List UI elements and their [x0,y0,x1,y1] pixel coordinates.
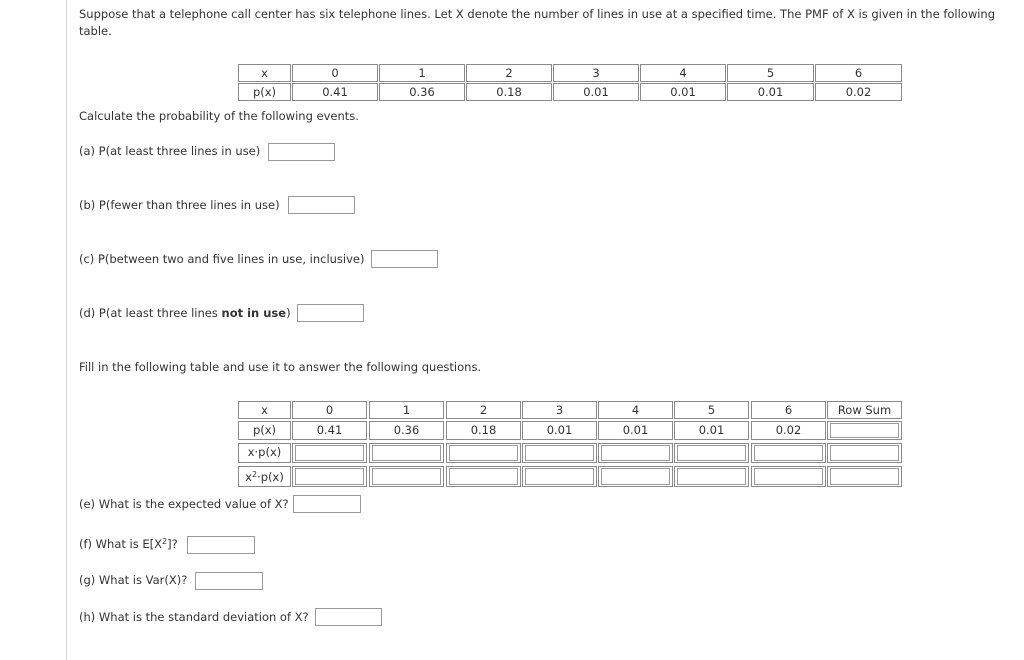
pmf-x-header: x [238,64,291,82]
answer-d-input[interactable] [297,304,364,322]
work-x-cell: 1 [369,401,444,419]
p-sum-input[interactable] [830,423,899,438]
pmf-x-cell: 0 [292,64,378,82]
pmf-x-cell: 6 [815,64,902,82]
work-p-cell: 0.02 [751,421,826,440]
x2p-input[interactable] [295,468,364,485]
question-g-label: (g) What is Var(X)? [79,573,188,587]
x2p-input[interactable] [525,468,594,485]
xp-input[interactable] [295,445,364,461]
work-x-cell: 0 [292,401,367,419]
work-x-header: x [238,401,291,419]
work-x-cell: 6 [751,401,826,419]
xp-sum-input[interactable] [830,445,899,461]
pmf-x-cell: 1 [379,64,465,82]
pmf-p-cell: 0.18 [466,83,552,101]
pmf-p-cell: 0.01 [727,83,814,101]
xp-input[interactable] [677,445,746,461]
question-f-label: (f) What is $E[X^2]$? [79,537,178,551]
work-p-cell: 0.01 [674,421,749,440]
answer-f-input[interactable] [187,536,255,554]
x2p-sum-input[interactable] [830,468,899,485]
xp-input[interactable] [525,445,594,461]
x2p-input[interactable] [372,468,441,485]
pmf-p-cell: 0.36 [379,83,465,101]
answer-e-input[interactable] [293,495,361,513]
pmf-x-cell: 4 [640,64,726,82]
x2p-input[interactable] [601,468,670,485]
work-x-cell: 5 [674,401,749,419]
work-p-header: p(x) [238,421,291,440]
pmf-x-cell: 5 [727,64,814,82]
work-x-cell: 2 [446,401,521,419]
fill-prompt: Fill in the following table and use it to answer the following questions. [79,360,482,374]
answer-a-input[interactable] [268,143,335,161]
pmf-p-header: p(x) [238,83,291,101]
xp-input[interactable] [601,445,670,461]
question-a-label: (a) P(at least three lines in use) [79,144,261,158]
pmf-p-cell: 0.02 [815,83,902,101]
work-p-cell: 0.01 [522,421,597,440]
answer-b-input[interactable] [288,196,355,214]
xp-input[interactable] [449,445,518,461]
work-x-cell: 4 [598,401,673,419]
question-e-label: (e) What is the expected value of X? [79,497,289,511]
work-p-cell: 0.18 [446,421,521,440]
problem-intro: Suppose that a telephone call center has six telephone lines. Let X denote the number of lines in use at a specified time. The PMF of X is given in the following table. [79,7,996,38]
work-p-cell: 0.01 [598,421,673,440]
work-p-cell: 0.36 [369,421,444,440]
left-margin-rule [66,0,67,660]
work-x2p-header: $x^2\cdot p(x)$ [238,466,291,487]
xp-input[interactable] [372,445,441,461]
pmf-p-cell: 0.41 [292,83,378,101]
question-b-label: (b) P(fewer than three lines in use) [79,198,280,212]
answer-c-input[interactable] [371,250,438,268]
pmf-x-cell: 3 [553,64,639,82]
question-d-emphasis: not in use [221,306,287,320]
work-p-cell: 0.41 [292,421,367,440]
work-x-cell: 3 [522,401,597,419]
answer-g-input[interactable] [195,572,263,590]
question-h-label: (h) What is the standard deviation of X? [79,610,309,624]
x2p-input[interactable] [449,468,518,485]
pmf-p-cell: 0.01 [553,83,639,101]
work-rowsum-header: Row Sum [827,401,902,419]
question-d-label: (d) P(at least three lines not in use) [79,306,291,320]
x2p-input[interactable] [754,468,823,485]
xp-input[interactable] [754,445,823,461]
pmf-p-cell: 0.01 [640,83,726,101]
x2p-input[interactable] [677,468,746,485]
answer-h-input[interactable] [315,608,382,626]
question-c-label: (c) P(between two and five lines in use, inclusive) [79,252,365,266]
work-xp-header: x·p(x) [238,443,291,463]
pmf-x-cell: 2 [466,64,552,82]
calc-prompt: Calculate the probability of the following events. [79,109,359,123]
